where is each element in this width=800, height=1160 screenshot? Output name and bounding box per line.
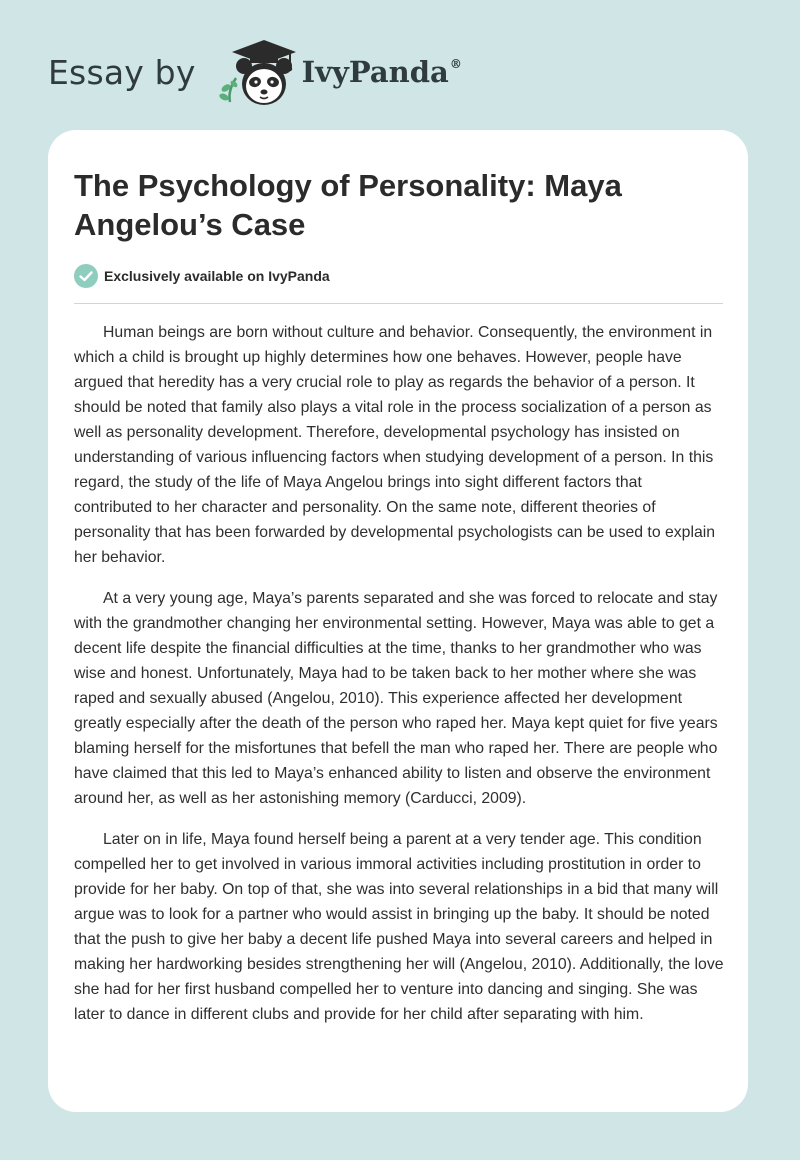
essay-body (74, 320, 724, 1043)
exclusive-badge-text: Exclusively available on IvyPanda (104, 268, 330, 284)
paragraph-1: Human beings are born without culture and behavior. Consequently, the environment in which a child is brought up highly determines how one behaves. However, people have argued that heredity has a very crucial role to play as regards the behavior of a person. It should be noted that family also plays a vital role in the process socialization of a person as well as personality development. Therefore, developmental psychology has insisted on understanding of various influencing factors when studying development of a person. In this regard, the study of the life of Maya Angelou brings into sight different factors that contributed to her character and personality. On the same note, different theories of personality that has been forwarded by developmental psychologists can be used to explain her behavior. (74, 324, 716, 566)
panda-graduate-logo-icon[interactable] (210, 36, 298, 108)
paragraph-3: Later on in life, Maya found herself being a parent at a very tender age. This condition compelled her to get involved in various immoral activities including prostitution in order to provide for her baby. On top of that, she was into several relationships in a bid that many will argue was to look for a partner who would assist in bringing up the baby. It should be noted that the push to give her baby a decent life pushed Maya into several careers and helped in making her hardworking besides strengthening her will (Angelou, 2010). Additionally, the love she had for her first husband compelled her to venture into dancing and singing. She was later to dance in different clubs and provide for her child after separating with him. (74, 831, 724, 1023)
paragraph-2: At a very young age, Maya’s parents separated and she was forced to relocate and stay with the grandmother changing her environmental setting. However, Maya was able to get a decent life despite the financial difficulties at the time, thanks to her grandmother who was wise and honest. Unfortunately, Maya had to be taken back to her mother where she was raped and sexually abused (Angelou, 2010). This experience affected her development greatly especially after the death of the person who raped her. Maya kept quiet for five years blaming herself for the misfortunes that befell the man who raped her. There are people who have claimed that this led to Maya’s enhanced ability to listen and observe the environment around her, as well as her astonishing memory (Carducci, 2009). (74, 590, 718, 807)
registered-mark: ® (449, 57, 462, 71)
title-divider (74, 303, 723, 304)
essay-by-label: Essay by (48, 52, 196, 92)
brand-name[interactable] (302, 55, 462, 89)
exclusive-badge (74, 264, 330, 288)
brand-label: IvyPanda (301, 55, 449, 89)
essay-title: The Psychology of Personality: Maya Angelou’s Case (74, 168, 622, 242)
essay-card (48, 130, 748, 1112)
check-circle-icon (74, 264, 98, 288)
site-header (48, 36, 462, 108)
